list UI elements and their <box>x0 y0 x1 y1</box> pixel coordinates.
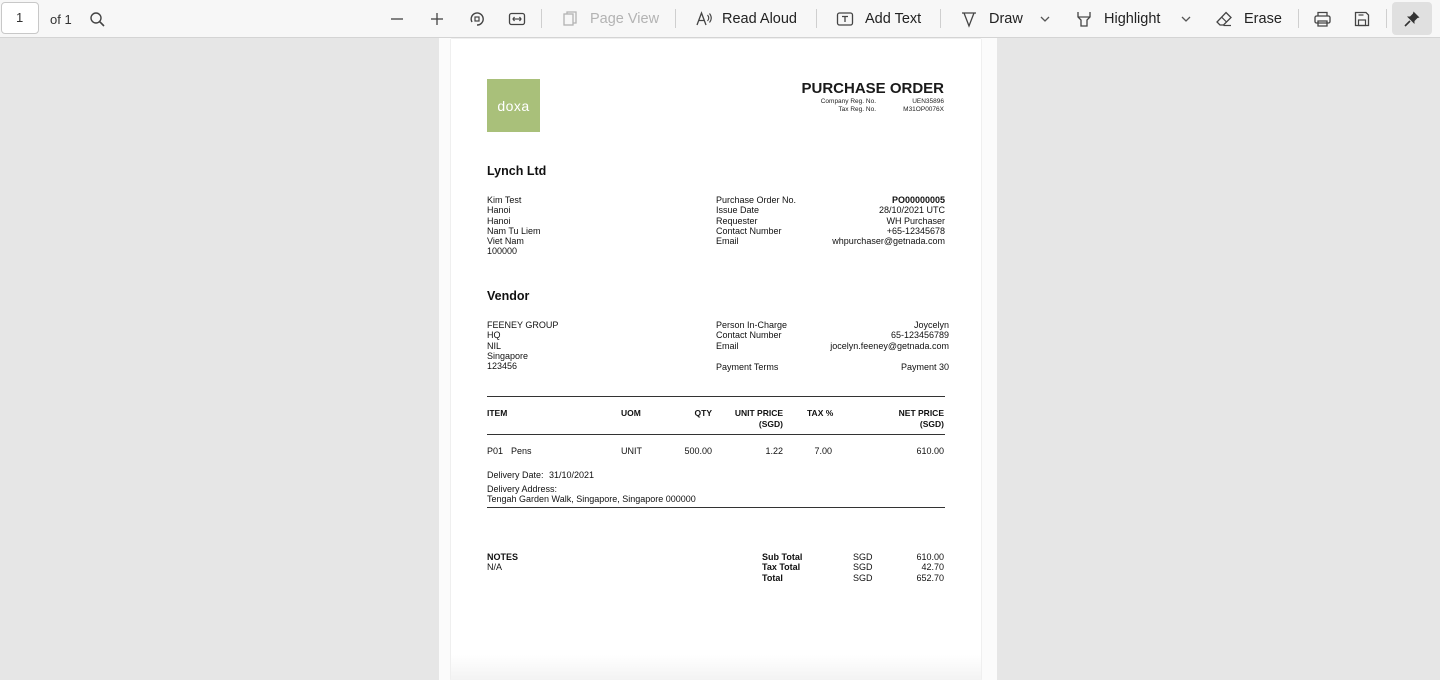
address-line: 100000 <box>487 246 518 257</box>
draw-button[interactable] <box>960 0 1023 38</box>
vendor-contact-label: Contact Number <box>716 330 782 341</box>
rotate-icon <box>468 10 486 28</box>
item-qty: 500.00 <box>684 446 712 456</box>
po-number-label: Purchase Order No. <box>716 195 797 205</box>
toolbar-separator <box>940 9 941 28</box>
company-logo: doxa <box>487 79 540 132</box>
fit-width-icon <box>508 11 526 27</box>
totals-labels <box>762 552 802 583</box>
vendor-info-labels <box>716 320 787 351</box>
add-text-icon <box>836 11 854 27</box>
table-header-rule <box>487 434 945 435</box>
vendor-title: Vendor <box>487 289 530 303</box>
tax-total-label: Tax Total <box>762 562 801 573</box>
col-header-uom: UOM <box>621 408 641 418</box>
buyer-name: Lynch Ltd <box>487 164 547 178</box>
totals-currency <box>853 552 873 583</box>
subtotal-value: 610.00 <box>916 552 944 562</box>
tax-total-value: 42.70 <box>921 562 944 573</box>
print-button[interactable] <box>1313 0 1332 38</box>
tax-reg-label: Tax Reg. No. <box>838 106 876 113</box>
item-unit-price: 1.22 <box>765 446 783 456</box>
po-number-value: PO00000005 <box>891 195 945 205</box>
pdf-page-fade <box>451 655 981 680</box>
payment-terms-value: Payment 30 <box>900 362 949 372</box>
zoom-out-button[interactable] <box>389 0 405 38</box>
pin-toolbar-button[interactable] <box>1392 2 1432 35</box>
highlight-button[interactable] <box>1075 0 1160 38</box>
item-tax: 7.00 <box>814 446 832 456</box>
notes-label: NOTES <box>487 552 519 562</box>
printer-icon <box>1313 10 1332 28</box>
person-in-charge-value: Joycelyn <box>913 320 949 330</box>
item-net-price: 610.00 <box>916 446 944 456</box>
email-value: whpurchaser@getnada.com <box>832 236 945 247</box>
contact-number-label: Contact Number <box>716 225 782 236</box>
toolbar-separator <box>816 9 817 28</box>
item-code: P01 <box>487 446 504 456</box>
company-reg-label: Company Reg. No. <box>820 98 876 105</box>
net-price-header-line: NET PRICE <box>898 408 944 418</box>
vendor-email-label: Email <box>716 340 739 351</box>
unit-price-header-line: (SGD) <box>758 418 783 429</box>
read-aloud-label: Read Aloud <box>722 11 797 27</box>
read-aloud-button[interactable] <box>695 0 797 38</box>
col-header-qty: QTY <box>694 408 712 418</box>
draw-options-dropdown[interactable] <box>1039 0 1051 38</box>
highlight-label: Highlight <box>1104 11 1161 27</box>
save-button[interactable] <box>1353 0 1371 38</box>
toolbar-separator <box>541 9 542 28</box>
item-name: Pens <box>511 446 532 456</box>
total-value: 652.70 <box>916 572 944 583</box>
highlight-options-dropdown[interactable] <box>1180 0 1192 38</box>
col-header-net-price <box>899 408 944 429</box>
address-line: NIL <box>487 340 502 351</box>
net-price-header-line: (SGD) <box>919 418 944 429</box>
erase-label: Erase <box>1244 11 1282 27</box>
address-line: HQ <box>487 330 501 341</box>
company-reg-value: UEN35896 <box>912 98 944 105</box>
erase-button[interactable] <box>1215 0 1282 38</box>
add-text-button[interactable] <box>836 0 921 38</box>
draw-icon <box>960 10 978 28</box>
subtotal-label: Sub Total <box>762 552 803 562</box>
toolbar-separator <box>1298 9 1299 28</box>
vendor-info-values <box>830 320 949 351</box>
col-header-item: ITEM <box>487 408 508 418</box>
delivery-date-label: Delivery Date: <box>487 470 544 480</box>
address-line: 123456 <box>487 361 518 372</box>
page-view-icon <box>561 10 579 28</box>
pin-icon <box>1403 10 1421 28</box>
totals-values <box>916 552 944 583</box>
issue-date-value: 28/10/2021 UTC <box>878 205 945 216</box>
save-icon <box>1353 10 1371 28</box>
tax-reg-value: M31OP0076X <box>903 106 944 113</box>
item-uom: UNIT <box>621 446 642 456</box>
fit-width-button[interactable] <box>508 0 526 38</box>
chevron-down-icon <box>1039 13 1051 25</box>
chevron-down-icon <box>1180 13 1192 25</box>
rotate-button[interactable] <box>468 0 486 38</box>
notes-value: N/A <box>487 562 503 572</box>
toolbar-separator <box>675 9 676 28</box>
buyer-address <box>487 195 541 257</box>
delivery-address-label: Delivery Address: <box>487 484 558 494</box>
highlighter-icon <box>1075 10 1093 28</box>
unit-price-header-line: UNIT PRICE <box>734 408 783 418</box>
contact-number-value: +65-12345678 <box>886 225 945 236</box>
eraser-icon <box>1215 10 1233 28</box>
plus-icon <box>429 11 445 27</box>
address-line: Hanoi <box>487 215 511 226</box>
email-label: Email <box>716 236 739 247</box>
vendor-email-value: jocelyn.feeney@getnada.com <box>830 340 949 351</box>
tax-total-currency: SGD <box>853 562 873 573</box>
page-view-label: Page View <box>590 11 660 27</box>
toolbar-separator <box>1386 9 1387 28</box>
zoom-in-button[interactable] <box>429 0 445 38</box>
table-top-rule <box>487 396 945 397</box>
minus-icon <box>389 11 405 27</box>
requester-label: Requester <box>716 215 758 226</box>
col-header-tax: TAX % <box>807 408 834 418</box>
issue-date-label: Issue Date <box>716 205 760 216</box>
pdf-toolbar <box>0 0 1440 38</box>
read-aloud-icon <box>695 10 713 28</box>
requester-value: WH Purchaser <box>886 215 945 226</box>
vendor-address <box>487 320 558 371</box>
add-text-label: Add Text <box>865 11 922 27</box>
subtotal-currency: SGD <box>853 552 873 562</box>
page-number-input[interactable]: 1 <box>1 2 39 34</box>
address-line: Kim Test <box>487 195 522 205</box>
draw-label: Draw <box>989 11 1023 27</box>
total-label: Total <box>762 572 783 583</box>
total-currency: SGD <box>853 572 873 583</box>
page-total-label: of 1 <box>50 11 72 27</box>
page-view-button[interactable] <box>561 0 659 38</box>
person-in-charge-label: Person In-Charge <box>716 320 788 330</box>
delivery-address-value: Tengah Garden Walk, Singapore, Singapore 000000 <box>487 494 696 504</box>
col-header-unit-price <box>735 408 783 429</box>
payment-terms-label: Payment Terms <box>716 362 779 372</box>
po-info-values <box>832 195 945 246</box>
table-bottom-rule <box>487 507 945 508</box>
address-line: Hanoi <box>487 205 511 216</box>
vendor-contact-value: 65-123456789 <box>890 330 949 341</box>
address-line: FEENEY GROUP <box>487 320 559 330</box>
po-info-labels <box>716 195 796 246</box>
search-button[interactable] <box>89 0 106 38</box>
delivery-date-value: 31/10/2021 <box>549 470 595 480</box>
document-title: PURCHASE ORDER <box>801 80 944 97</box>
search-icon <box>89 11 106 28</box>
address-line: Nam Tu Liem <box>487 225 541 236</box>
address-line: Singapore <box>487 350 529 361</box>
address-line: Viet Nam <box>487 236 524 247</box>
